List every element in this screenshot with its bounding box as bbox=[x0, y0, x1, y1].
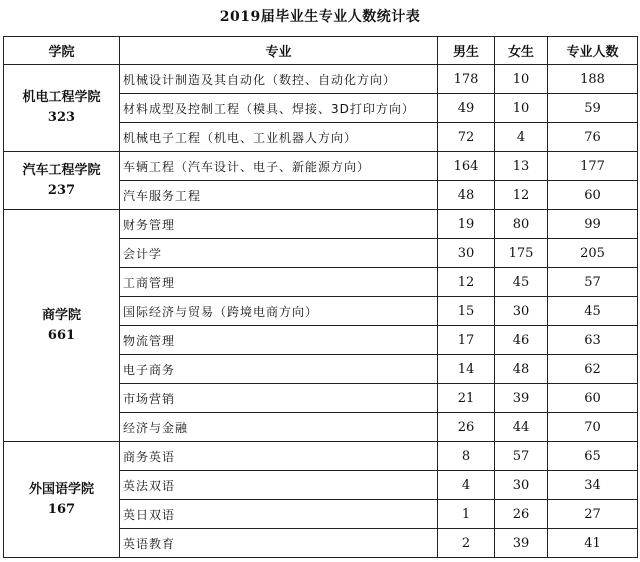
major-name: 财务管理 bbox=[120, 210, 438, 239]
male-count: 21 bbox=[438, 384, 495, 413]
male-count: 12 bbox=[438, 268, 495, 297]
college-total: 323 bbox=[47, 110, 76, 125]
male-count: 17 bbox=[438, 326, 495, 355]
major-total: 177 bbox=[548, 152, 638, 181]
major-name: 机械电子工程（机电、工业机器人方向） bbox=[120, 123, 438, 152]
major-total: 57 bbox=[548, 268, 638, 297]
female-count: 48 bbox=[495, 355, 548, 384]
college-name: 外国语学院 bbox=[28, 481, 94, 497]
male-count: 14 bbox=[438, 355, 495, 384]
male-count: 26 bbox=[438, 413, 495, 442]
male-count: 164 bbox=[438, 152, 495, 181]
female-count: 57 bbox=[495, 442, 548, 471]
female-count: 26 bbox=[495, 500, 548, 529]
major-total: 205 bbox=[548, 239, 638, 268]
header-total: 专业人数 bbox=[548, 37, 638, 65]
header-female: 女生 bbox=[495, 37, 548, 65]
female-count: 46 bbox=[495, 326, 548, 355]
female-count: 12 bbox=[495, 181, 548, 210]
major-total: 188 bbox=[548, 65, 638, 94]
major-name: 机械设计制造及其自动化（数控、自动化方向） bbox=[120, 65, 438, 94]
major-name: 经济与金融 bbox=[120, 413, 438, 442]
male-count: 4 bbox=[438, 471, 495, 500]
major-name: 英日双语 bbox=[120, 500, 438, 529]
female-count: 13 bbox=[495, 152, 548, 181]
male-count: 72 bbox=[438, 123, 495, 152]
major-total: 34 bbox=[548, 471, 638, 500]
college-total: 661 bbox=[47, 327, 76, 343]
major-name: 英法双语 bbox=[120, 471, 438, 500]
college-cell bbox=[4, 442, 120, 558]
major-total: 45 bbox=[548, 297, 638, 326]
male-count: 178 bbox=[438, 65, 495, 94]
major-total: 59 bbox=[548, 94, 638, 123]
major-name: 英语教育 bbox=[120, 529, 438, 558]
female-count: 80 bbox=[495, 210, 548, 239]
college-cell bbox=[4, 152, 120, 210]
table-title: 2019届毕业生专业人数统计表 bbox=[219, 9, 421, 25]
major-name: 材料成型及控制工程（模具、焊接、3D打印方向） bbox=[120, 94, 438, 123]
female-count: 10 bbox=[495, 65, 548, 94]
female-count: 175 bbox=[495, 239, 548, 268]
major-name: 工商管理 bbox=[120, 268, 438, 297]
major-name: 电子商务 bbox=[120, 355, 438, 384]
major-total: 63 bbox=[548, 326, 638, 355]
male-count: 48 bbox=[438, 181, 495, 210]
major-total: 70 bbox=[548, 413, 638, 442]
female-count: 39 bbox=[495, 384, 548, 413]
male-count: 19 bbox=[438, 210, 495, 239]
major-total: 62 bbox=[548, 355, 638, 384]
major-total: 60 bbox=[548, 384, 638, 413]
college-name: 汽车工程学院 bbox=[22, 162, 101, 178]
major-total: 99 bbox=[548, 210, 638, 239]
table-row bbox=[4, 152, 638, 181]
major-name: 商务英语 bbox=[120, 442, 438, 471]
female-count: 30 bbox=[495, 297, 548, 326]
female-count: 39 bbox=[495, 529, 548, 558]
table-row bbox=[4, 442, 638, 471]
female-count: 30 bbox=[495, 471, 548, 500]
stats-table bbox=[3, 36, 638, 558]
major-total: 27 bbox=[548, 500, 638, 529]
table-row bbox=[4, 210, 638, 239]
college-total: 237 bbox=[47, 182, 76, 198]
college-name: 机电工程学院 bbox=[22, 90, 101, 105]
major-name: 车辆工程（汽车设计、电子、新能源方向） bbox=[120, 152, 438, 181]
major-name: 国际经济与贸易（跨境电商方向） bbox=[120, 297, 438, 326]
header-male: 男生 bbox=[438, 37, 495, 65]
header-college: 学院 bbox=[4, 37, 120, 65]
major-name: 市场营销 bbox=[120, 384, 438, 413]
male-count: 1 bbox=[438, 500, 495, 529]
male-count: 2 bbox=[438, 529, 495, 558]
major-name: 汽车服务工程 bbox=[120, 181, 438, 210]
header-major: 专业 bbox=[120, 37, 438, 65]
major-total: 41 bbox=[548, 529, 638, 558]
female-count: 10 bbox=[495, 94, 548, 123]
male-count: 15 bbox=[438, 297, 495, 326]
female-count: 44 bbox=[495, 413, 548, 442]
major-name: 会计学 bbox=[120, 239, 438, 268]
table-row bbox=[4, 65, 638, 94]
male-count: 30 bbox=[438, 239, 495, 268]
major-total: 60 bbox=[548, 181, 638, 210]
college-cell bbox=[4, 65, 120, 152]
major-total: 65 bbox=[548, 442, 638, 471]
table-body bbox=[4, 65, 638, 558]
college-cell bbox=[4, 210, 120, 442]
male-count: 49 bbox=[438, 94, 495, 123]
female-count: 45 bbox=[495, 268, 548, 297]
college-total: 167 bbox=[47, 501, 76, 517]
header-row bbox=[4, 37, 638, 65]
major-name: 物流管理 bbox=[120, 326, 438, 355]
college-name: 商学院 bbox=[41, 307, 81, 323]
major-total: 76 bbox=[548, 123, 638, 152]
female-count: 4 bbox=[495, 123, 548, 152]
male-count: 8 bbox=[438, 442, 495, 471]
